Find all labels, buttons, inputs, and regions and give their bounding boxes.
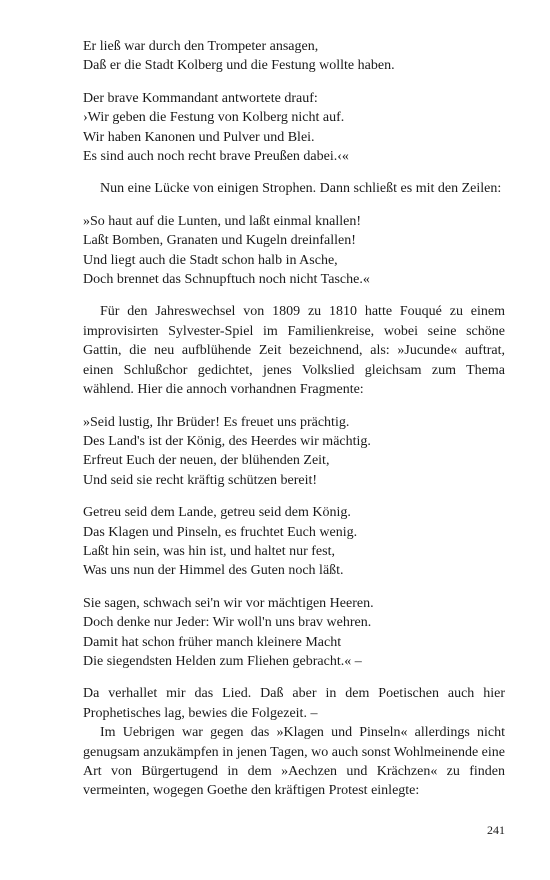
verse-line: Die siegendsten Helden zum Fliehen gebracht.« – <box>83 653 362 669</box>
verse-line: Und seid sie recht kräftig schützen bereit! <box>83 472 318 488</box>
verse-line: Laßt hin sein, was hin ist, und haltet nur fest, <box>83 543 335 559</box>
verse-line: Was uns nun der Himmel des Guten noch läßt. <box>83 563 344 579</box>
verse-line: Sie sagen, schwach sei'n wir vor mächtigen Heeren. <box>83 595 374 611</box>
verse-line: Laßt Bomben, Granaten und Kugeln dreinfallen! <box>83 233 356 249</box>
verse-line: Doch brennet das Schnupftuch noch nicht Tasche.« <box>83 272 370 288</box>
verse-line: Wir haben Kanonen und Pulver und Blei. <box>83 129 315 145</box>
paragraph-3: Da verhallet mir das Lied. Daß aber in dem Poetischen auch hier Prophetisches lag, bewies die Folgezeit. – <box>83 686 505 721</box>
verse-stanza-1 <box>83 37 505 76</box>
verse-line: Er ließ war durch den Trompeter ansagen, <box>83 39 319 54</box>
paragraph-1: Nun eine Lücke von einigen Strophen. Dann schließt es mit den Zeilen: <box>100 181 502 197</box>
verse-line: Erfreut Euch der neuen, der blühenden Zeit, <box>83 453 330 469</box>
verse-line: Das Klagen und Pinseln, es fruchtet Euch wenig. <box>83 524 358 540</box>
verse-line: »So haut auf die Lunten, und laßt einmal knallen! <box>83 213 361 229</box>
verse-stanza-3 <box>83 212 505 290</box>
verse-line: Doch denke nur Jeder: Wir woll'n uns brav wehren. <box>83 615 372 631</box>
paragraph-2: Für den Jahreswechsel von 1809 zu 1810 hatte Fouqué zu einem improvisirten Sylvester-Spiel im Familienkreise, wobei seine schöne Gattin, die neu aufblühende Zeit bezeichnend, als: »Jucunde« auftrat, einen Schlußchor gedichtet, jenes Volkslied gleichsam zum Thema wählend. Hier die annoch vorhandnen Fragmente: <box>83 304 505 398</box>
verse-line: Und liegt auch die Stadt schon halb in Asche, <box>83 252 338 268</box>
paragraph-4: Im Uebrigen war gegen das »Klagen und Pinseln« allerdings nicht genugsam anzukämpfen in jenen Tagen, wo auch sonst Wohlmeinende eine Art von Bürgertugend in dem »Aechzen und Krächzen« zu finden vermeinten, wogegen Goethe den kräftigen Protest einlegte: <box>83 725 505 799</box>
verse-stanza-6 <box>83 594 505 672</box>
verse-line: Daß er die Stadt Kolberg und die Festung wollte haben. <box>83 58 395 74</box>
verse-stanza-5 <box>83 503 505 581</box>
verse-stanza-4 <box>83 413 505 491</box>
verse-line: ›Wir geben die Festung von Kolberg nicht auf. <box>83 110 345 126</box>
verse-line: Getreu seid dem Lande, getreu seid dem König. <box>83 505 351 521</box>
verse-line: Des Land's ist der König, des Heerdes wir mächtig. <box>83 433 371 449</box>
verse-line: »Seid lustig, Ihr Brüder! Es freuet uns prächtig. <box>83 414 350 430</box>
verse-line: Damit hat schon früher manch kleinere Macht <box>83 634 342 650</box>
verse-line: Der brave Kommandant antwortete drauf: <box>83 90 318 106</box>
verse-line: Es sind auch noch recht brave Preußen dabei.‹« <box>83 149 349 165</box>
page-body <box>83 37 505 801</box>
verse-stanza-2 <box>83 89 505 167</box>
page-number: 241 <box>487 823 505 837</box>
